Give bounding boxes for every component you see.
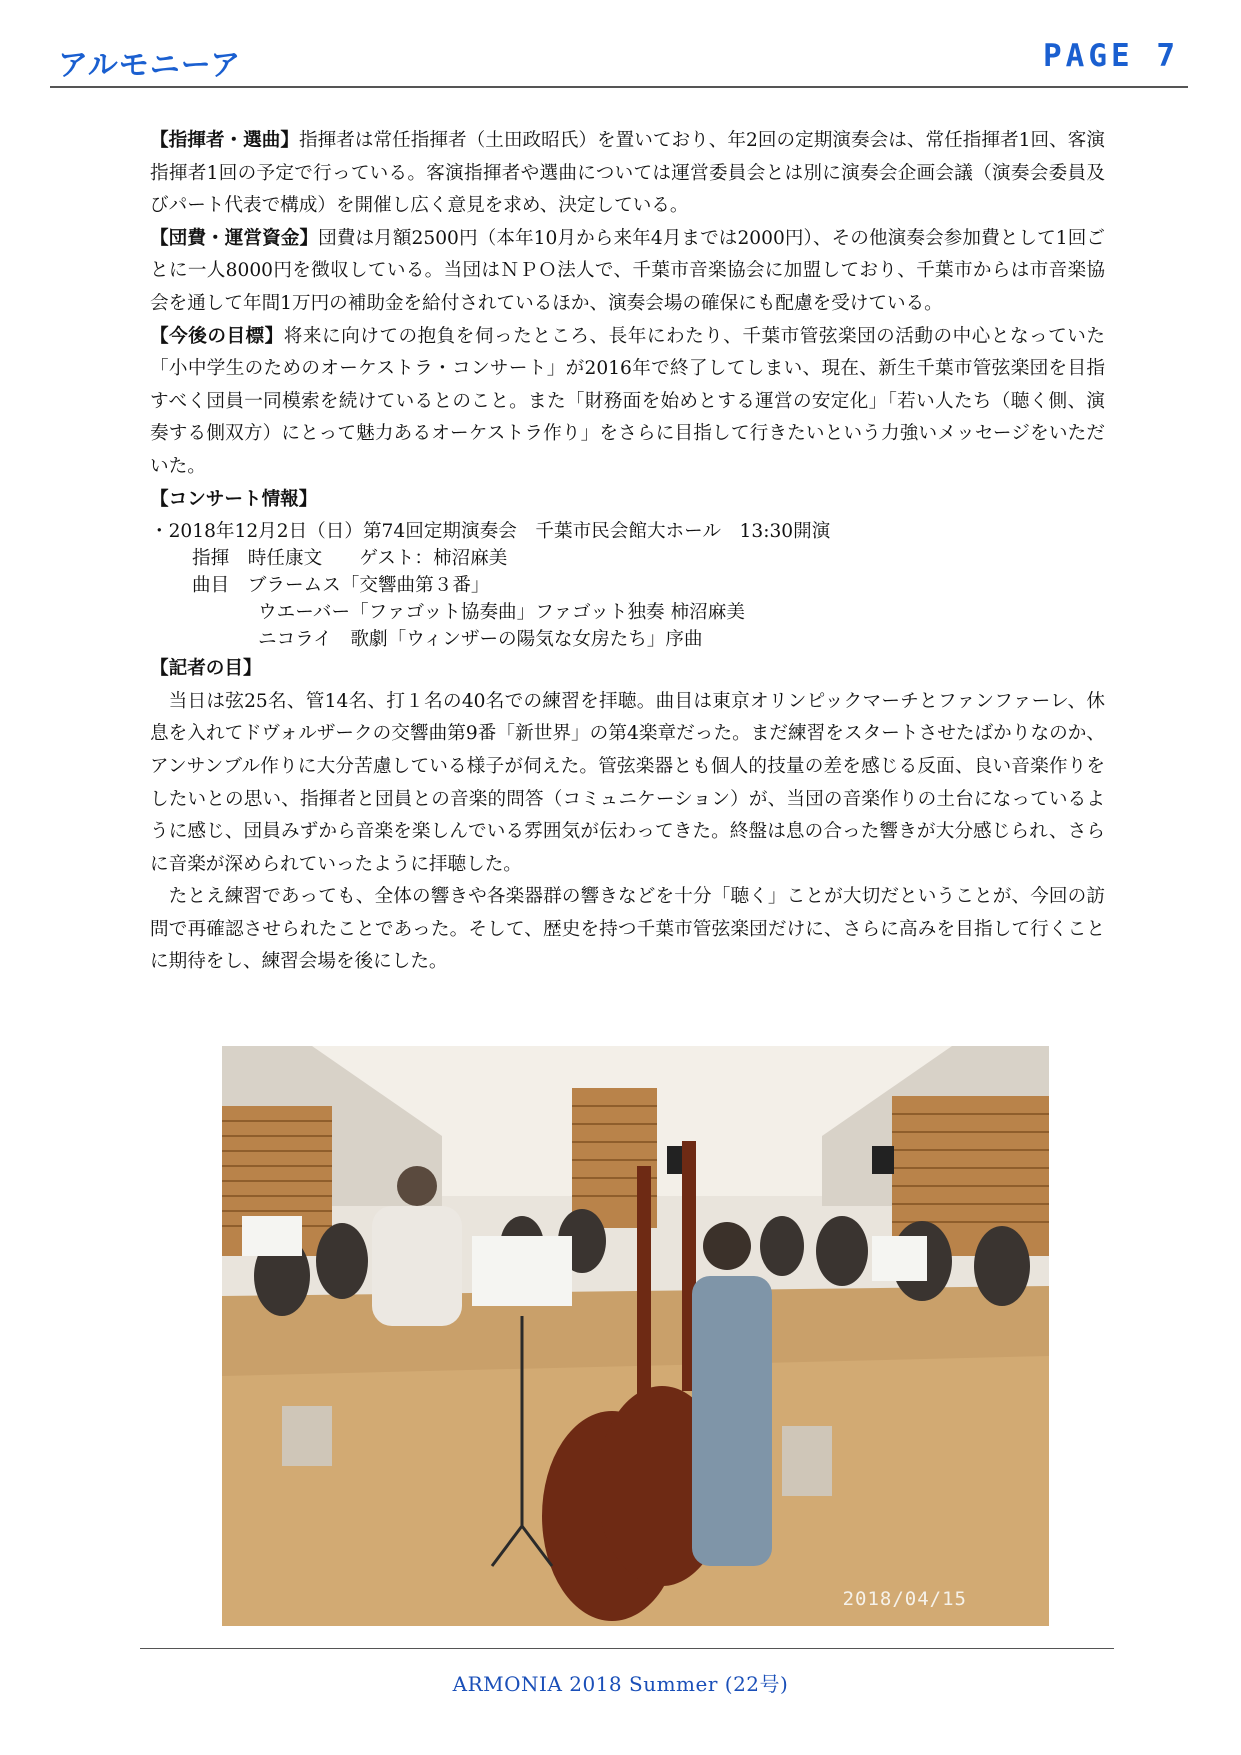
text-conductor: 指揮者は常任指揮者（土田政昭氏）を置いており、年2回の定期演奏会は、常任指揮者1回、客演指揮者1回の予定で行っている。客演指揮者や選曲については運営委員会とは別に演奏会企画会議（演奏会委員及びパート代表で構成）を開催し広く意見を求め、決定している。 (150, 130, 1105, 217)
footer-divider (140, 1648, 1114, 1649)
header-logo: アルモニーア (58, 48, 242, 83)
heading-fees: 【団費・運営資金】 (150, 227, 319, 249)
reporter-title: 【記者の目】 (150, 658, 262, 680)
reporter-paragraph: たとえ練習であっても、全体の響きや各楽器群の響きなどを十分「聴く」ことが大切だということが、今回の訪問で再確認させられたことであった。そして、歴史を持つ千葉市管弦楽団だけに、さらに高みを目指して行くことに期待をし、練習会場を後にした。 (150, 886, 1105, 973)
text-fees: 団費は月額2500円（本年10月から来年4月までは2000円）、その他演奏会参加費として1回ごとに一人8000円を徴収している。当団はＮＰＯ法人で、千葉市音楽協会に加盟しており、千葉市からは市音楽協会を通して年間1万円の補助金を給付されているほか、演奏会場の確保にも配慮を受けている。 (150, 227, 1105, 314)
footer-publication: ARMONIA 2018 Summer (22号) (452, 1672, 789, 1696)
concert-program-line: ニコライ 歌劇「ウィンザーの陽気な女房たち」序曲 (258, 629, 703, 651)
concert-conductor-line: 指揮 時任康文 ゲスト：柿沼麻美 (192, 548, 508, 570)
heading-goals: 【今後の目標】 (150, 325, 284, 347)
concert-info (150, 518, 1105, 653)
rehearsal-photo (222, 1046, 1049, 1626)
concert-info-title: 【コンサート情報】 (150, 488, 318, 510)
heading-conductor: 【指揮者・選曲】 (150, 130, 300, 151)
text-goals: 将来に向けての抱負を伺ったところ、長年にわたり、千葉市管弦楽団の活動の中心となっていた「小中学生のためのオーケストラ・コンサート」が2016年で終了してしまい、現在、新生千葉市管弦楽団を目指すべく団員一同模索を続けているとのこと。また「財務面を始めとする運営の安定化」「若い人たち（聴く側、演奏する側双方）にとって魅力あるオーケストラ作り」をさらに目指して行きたいという力強いメッセージをいただいた。 (150, 325, 1105, 477)
paragraph-conductor (150, 125, 1105, 223)
concert-program-line: 曲目 ブラームス「交響曲第３番」 (192, 575, 490, 597)
paragraph-goals (150, 321, 1105, 484)
paragraph-fees (150, 223, 1105, 321)
concert-date-line: ・2018年12月2日（日）第74回定期演奏会 千葉市民会館大ホール 13:30開演 (150, 521, 831, 543)
photo-date-stamp: 2018/04/15 (842, 1588, 967, 1610)
header-divider (50, 86, 1188, 88)
page-number: PAGE 7 (1043, 38, 1179, 74)
article-body (150, 125, 1105, 979)
reporter-paragraph: 当日は弦25名、管14名、打１名の40名での練習を拝聴。曲目は東京オリンピックマーチとファンファーレ、休息を入れてドヴォルザークの交響曲第9番「新世界」の第4楽章だった。まだ練習をスタートさせたばかりなのか、アンサンブル作りに大分苦慮している様子が伺えた。管弦楽器とも個人的技量の差を感じる反面、良い音楽作りをしたいとの思い、指揮者と団員との音楽的問答（コミュニケーション）が、当団の音楽作りの土台になっているように感じ、団員みずから音楽を楽しんでいる雰囲気が伝わってきた。終盤は息の合った響きが大分感じられ、さらに音楽が深められていったように拝聴した。 (150, 690, 1105, 875)
concert-program-line: ウエーバー「ファゴット協奏曲」ファゴット独奏 柿沼麻美 (258, 602, 745, 624)
